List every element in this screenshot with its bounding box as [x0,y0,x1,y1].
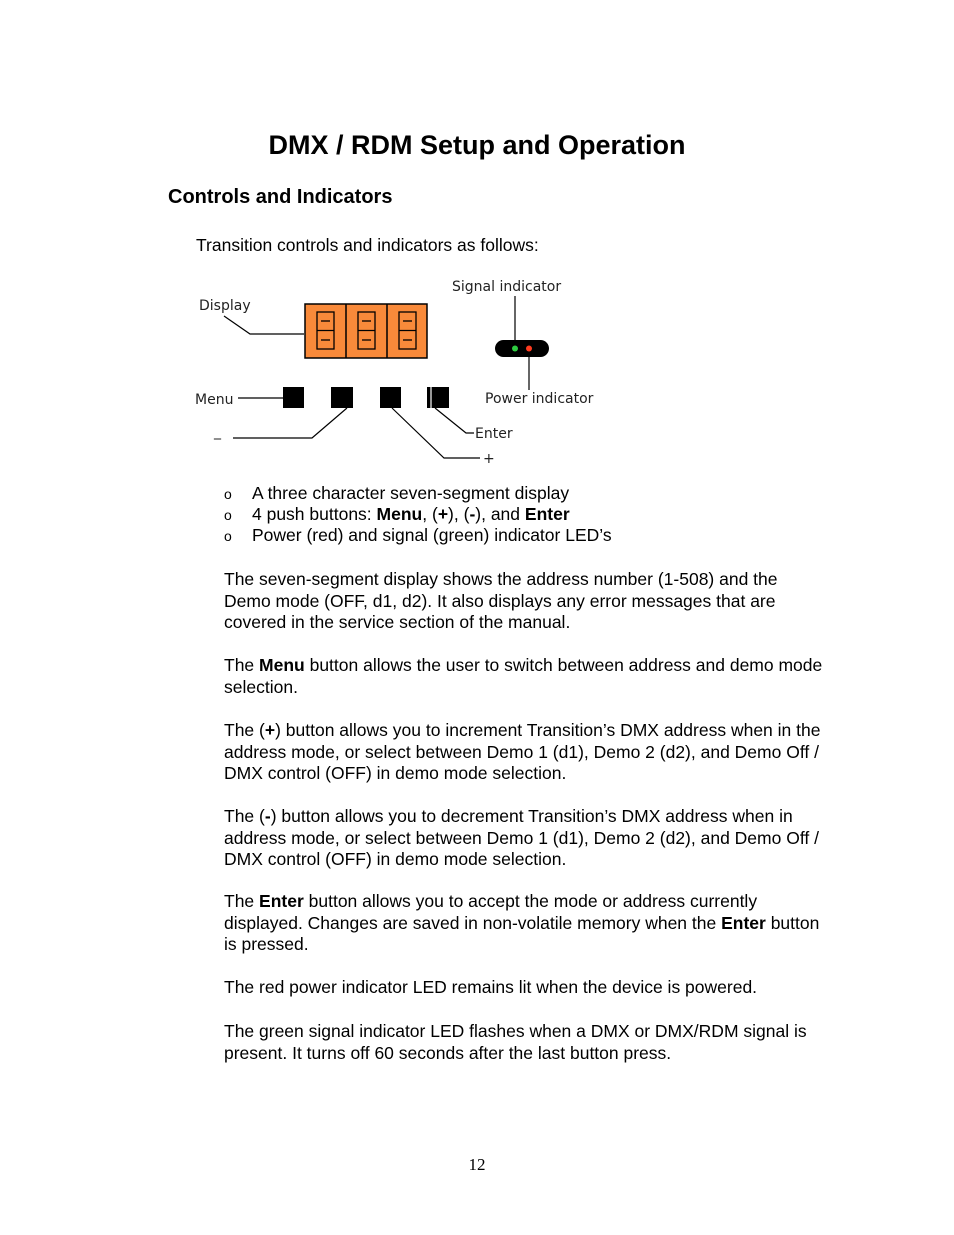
bullet-icon: o [224,507,232,523]
page-number: 12 [468,1155,486,1174]
indicator-housing [495,340,549,357]
list-item: o Power (red) and signal (green) indicator LED’s [224,525,612,545]
menu-button [283,387,304,408]
bullet-icon: o [224,528,232,544]
list-item: o 4 push buttons: Menu, (+), (-), and Enter [224,504,570,524]
paragraph-minus: The (-) button allows you to decrement Transition’s DMX address when in address mode, or select between Demo 1 (d1), Demo 2 (d2), and Demo Off / DMX control (OFF) in demo mode selection. [224,806,819,869]
list-item: o A three character seven-segment display [224,483,570,503]
paragraph-display: The seven-segment display shows the address number (1-508) and the Demo mode (OFF, d1, d2). It also displays any error messages that are covered in the service section of the manual. [224,569,778,632]
power-led-icon [526,346,532,352]
page-title: DMX / RDM Setup and Operation [268,130,686,160]
section-heading: Controls and Indicators [168,186,393,208]
seven-segment-display [305,304,427,358]
enter-button [427,387,449,408]
minus-button [331,387,353,408]
display-leader-line [224,316,304,334]
paragraph-menu: The Menu button allows the user to switch between address and demo mode selection. [224,655,823,697]
plus-label: + [483,451,495,467]
feature-list [224,483,612,546]
display-label: Display [199,298,251,314]
bullet-icon: o [224,486,232,502]
paragraph-signal-led: The green signal indicator LED flashes when a DMX or DMX/RDM signal is present. It turns off 60 seconds after the last button press. [224,1021,807,1063]
paragraph-enter: The Enter button allows you to accept the mode or address currently displayed. Changes are saved in non-volatile memory when the Enter button is pressed. [224,891,820,954]
signal-indicator-label: Signal indicator [452,279,562,295]
enter-label: Enter [475,426,513,442]
intro-text: Transition controls and indicators as follows: [196,235,539,255]
paragraph-power-led: The red power indicator LED remains lit when the device is powered. [224,977,758,997]
controls-diagram [190,272,620,472]
menu-label: Menu [195,392,234,408]
signal-led-icon [512,346,518,352]
plus-button [380,387,401,408]
power-indicator-label: Power indicator [485,391,594,407]
minus-label: _ [214,424,221,440]
paragraph-plus: The (+) button allows you to increment Transition’s DMX address when in the address mode, or select between Demo 1 (d1), Demo 2 (d2), and Demo Off / DMX control (OFF) in demo mode selection. [224,720,821,783]
